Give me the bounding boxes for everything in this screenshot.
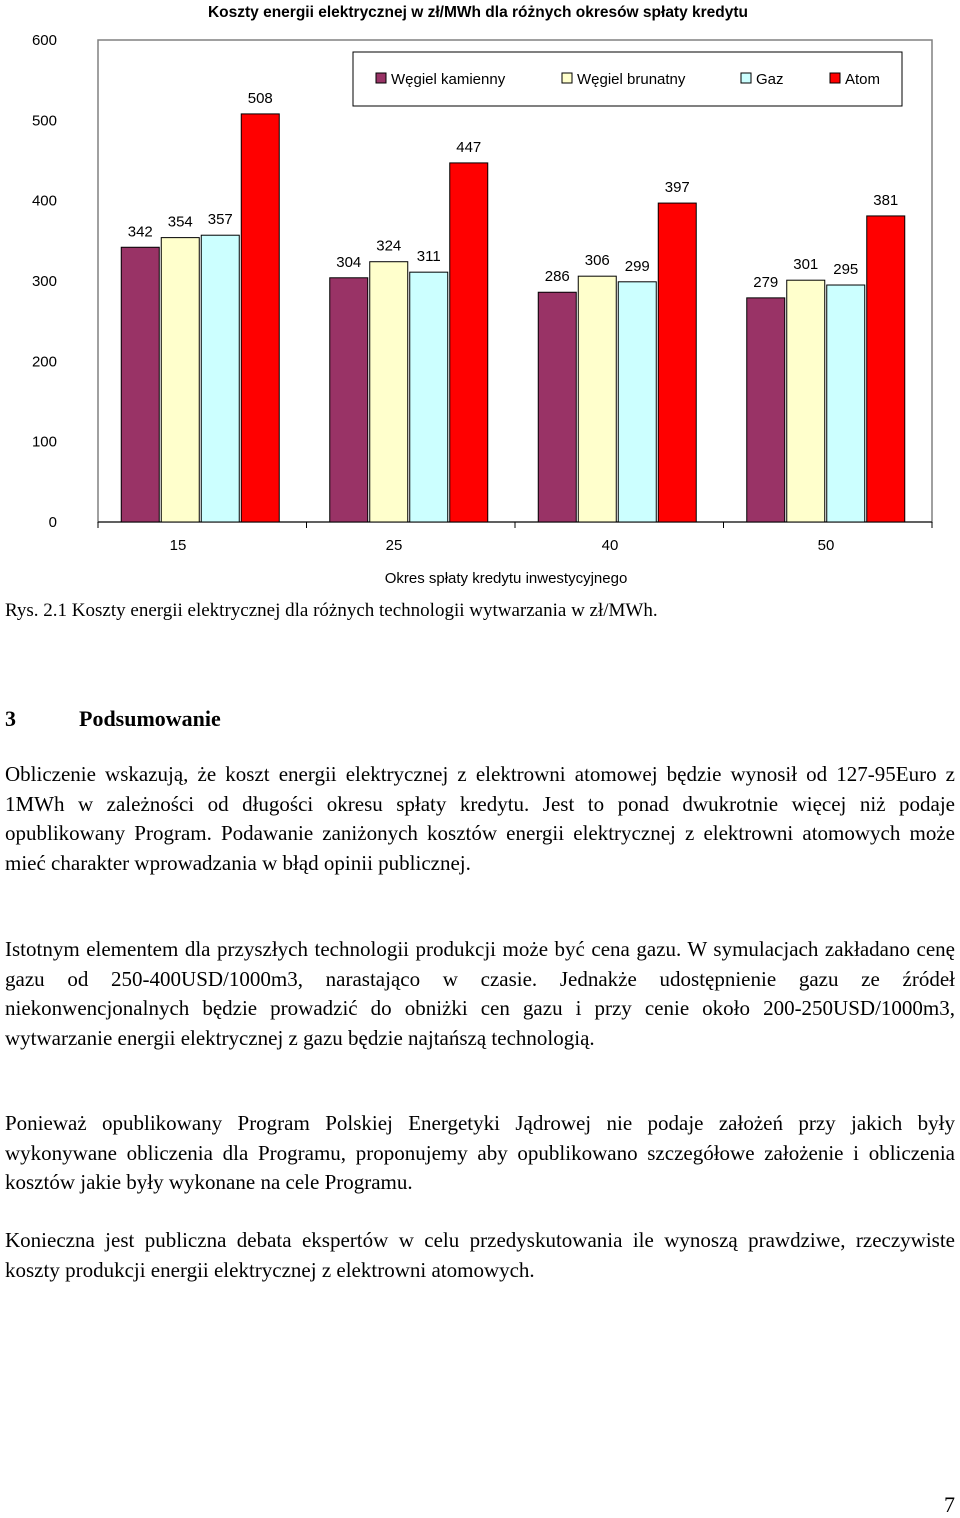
data-label: 301 bbox=[793, 256, 819, 274]
x-tick-label-40: 40 bbox=[601, 537, 619, 554]
bar-węgiel-kamienny-25 bbox=[330, 278, 368, 522]
bar-atom-50 bbox=[867, 216, 905, 522]
legend-swatch-węgiel-kamienny bbox=[376, 73, 386, 83]
paragraph-1: Obliczenie wskazują, że koszt energii elektrycznej z elektrowni atomowej będzie wynosił od 127-95Euro z 1MWh w zależności od długości okresu spłaty kredytu. Jest to ponad dwukrotnie więcej niż podaje opublikowany Program. Podawanie zaniżonych kosztów energii elektrycznej z elektrowni atomowych może mieć charakter wprowadzania w błąd opinii publicznej. bbox=[5, 762, 955, 875]
section-heading bbox=[5, 706, 221, 732]
x-axis-title: Okres spłaty kredytu inwestycyjnego bbox=[384, 570, 628, 587]
section-title: Podsumowanie bbox=[79, 706, 221, 731]
bar-series-group bbox=[121, 114, 905, 522]
paragraph-2: Istotnym elementem dla przyszłych technologii produkcji może być cena gazu. W symulacjach zakładano cenę gazu od 250-400USD/1000m3, narastająco w czasie. Jednakże udostępnienie gazu ze źródeł niekonwencjonalnych będzie prowadzić do obniżki cen gazu i przy cenie około 200-250USD/1000m3, wytwarzanie energii elektrycznej z gazu będzie najtańszą technologią. bbox=[5, 937, 955, 1050]
y-tick-label-300: 300 bbox=[31, 273, 57, 290]
legend-swatch-gaz bbox=[741, 73, 751, 83]
section-number: 3 bbox=[5, 706, 16, 731]
bar-atom-15 bbox=[241, 114, 279, 522]
legend-label: Węgiel kamienny bbox=[391, 71, 506, 88]
data-label: 324 bbox=[376, 237, 402, 255]
bar-węgiel-kamienny-15 bbox=[121, 247, 159, 522]
bar-atom-25 bbox=[450, 163, 488, 522]
bar-węgiel-brunatny-15 bbox=[161, 238, 199, 522]
legend-swatch-węgiel-brunatny bbox=[562, 73, 572, 83]
data-label: 397 bbox=[664, 179, 690, 197]
x-tick-label-25: 25 bbox=[385, 537, 403, 554]
data-label: 508 bbox=[247, 89, 273, 107]
bar-gaz-50 bbox=[827, 285, 865, 522]
bar-węgiel-kamienny-50 bbox=[747, 298, 785, 522]
data-label: 342 bbox=[127, 223, 153, 241]
bar-gaz-40 bbox=[618, 282, 656, 522]
bar-gaz-15 bbox=[201, 235, 239, 522]
x-tick-label-15: 15 bbox=[169, 537, 187, 554]
bar-węgiel-brunatny-25 bbox=[370, 262, 408, 522]
figure-caption: Rys. 2.1 Koszty energii elektrycznej dla różnych technologii wytwarzania w zł/MWh. bbox=[5, 600, 658, 621]
bar-atom-40 bbox=[658, 203, 696, 522]
legend-label: Gaz bbox=[756, 71, 784, 88]
data-label: 295 bbox=[833, 261, 859, 279]
legend-label: Węgiel brunatny bbox=[577, 71, 686, 88]
data-label: 447 bbox=[456, 138, 482, 156]
paragraph-4: Konieczna jest publiczna debata ekspertów w celu przedyskutowania ile wynoszą prawdziwe, rzeczywiste koszty produkcji energii elektrycznej z elektrowni atomowych. bbox=[5, 1228, 955, 1282]
bar-chart bbox=[0, 0, 960, 590]
page-number: 7 bbox=[944, 1492, 955, 1517]
y-tick-label-0: 0 bbox=[48, 514, 57, 531]
bar-węgiel-brunatny-40 bbox=[578, 276, 616, 522]
data-label: 354 bbox=[167, 213, 193, 231]
data-label: 286 bbox=[544, 268, 570, 286]
x-tick-label-50: 50 bbox=[817, 537, 835, 554]
x-axis-tick-labels bbox=[170, 537, 835, 554]
bar-gaz-25 bbox=[410, 272, 448, 522]
data-label: 306 bbox=[584, 252, 610, 270]
y-tick-label-500: 500 bbox=[31, 112, 57, 130]
data-label: 304 bbox=[336, 253, 362, 271]
data-label: 381 bbox=[873, 191, 899, 209]
y-tick-label-200: 200 bbox=[31, 353, 57, 371]
paragraph-3: Ponieważ opublikowany Program Polskiej Energetyki Jądrowej nie podaje założeń przy jakich były wykonywane obliczenia dla Programu, proponujemy aby opublikowano szczegółowe założenie i obliczenia kosztów jakie były wykonane na cele Programu. bbox=[5, 1111, 955, 1194]
bar-węgiel-brunatny-50 bbox=[787, 280, 825, 522]
data-label: 311 bbox=[416, 248, 441, 266]
legend-swatch-atom bbox=[830, 73, 840, 83]
y-tick-label-400: 400 bbox=[31, 192, 57, 210]
data-label: 357 bbox=[207, 211, 233, 229]
y-tick-label-600: 600 bbox=[31, 32, 57, 49]
data-label: 299 bbox=[624, 257, 650, 275]
y-axis-tick-labels bbox=[32, 32, 57, 531]
legend bbox=[353, 52, 902, 106]
y-tick-label-100: 100 bbox=[31, 433, 57, 451]
x-axis-tick-marks bbox=[98, 522, 932, 528]
data-label: 279 bbox=[753, 273, 779, 291]
chart-title: Koszty energii elektrycznej w zł/MWh dla różnych okresów spłaty kredytu bbox=[207, 4, 749, 21]
bar-węgiel-kamienny-40 bbox=[538, 292, 576, 522]
legend-label: Atom bbox=[845, 71, 881, 88]
